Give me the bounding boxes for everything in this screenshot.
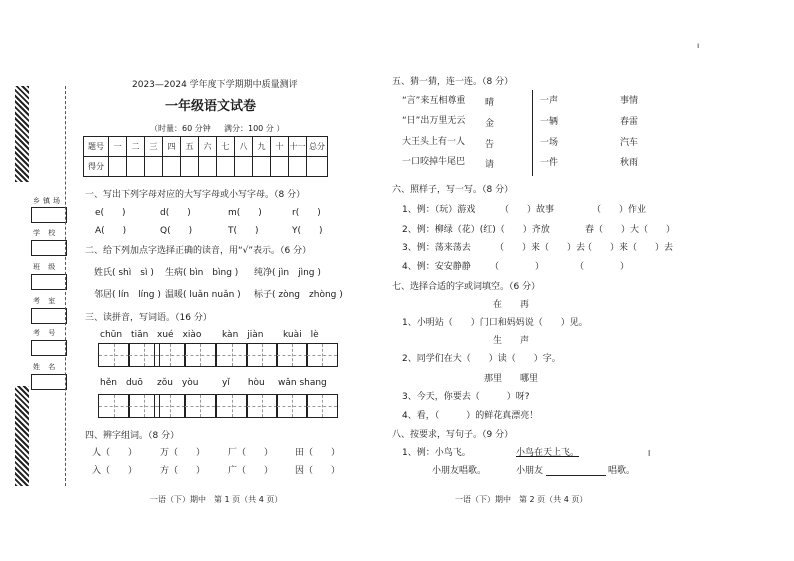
q7-title: 七、选择合适的字或词填空。（6 分） bbox=[392, 282, 541, 292]
score-cell: 十 bbox=[271, 137, 289, 157]
score-table-header-row bbox=[84, 137, 328, 157]
score-input-cell[interactable] bbox=[235, 157, 253, 177]
writing-box[interactable] bbox=[98, 394, 130, 418]
q2-item[interactable]: 邻居( lín líng ) bbox=[94, 290, 161, 300]
writing-box[interactable] bbox=[306, 343, 338, 367]
q5-riddle: “日”出万里无云 bbox=[402, 116, 466, 126]
q3-pinyin: hěn duō bbox=[100, 378, 143, 388]
writing-box[interactable] bbox=[306, 394, 338, 418]
q2-item[interactable]: 纯净( jìn jìng ) bbox=[254, 268, 321, 278]
footer-left: 一语（下）期中 第 1 页（共 4 页） bbox=[150, 495, 283, 504]
score-input-cell[interactable] bbox=[217, 157, 235, 177]
q6-blank[interactable]: （ ） bbox=[490, 262, 545, 272]
exam-number-field[interactable] bbox=[31, 340, 67, 356]
binding-stripe-top bbox=[15, 86, 29, 182]
school-field[interactable] bbox=[31, 240, 67, 256]
exam-main-title: 一年级语文试卷 bbox=[165, 99, 257, 114]
q6-blank[interactable]: （ ）来（ ）去 bbox=[495, 243, 586, 253]
q3-pinyin: kàn jiàn bbox=[222, 330, 264, 340]
q5-char[interactable]: 晴 bbox=[485, 98, 495, 108]
q4-item[interactable]: 人（ ） bbox=[92, 448, 138, 458]
q5-measure[interactable]: 一件 bbox=[540, 158, 559, 168]
q6-title: 六、照样子，写一写。（8 分） bbox=[392, 185, 514, 195]
score-cell: 十一 bbox=[289, 137, 307, 157]
q6-example: 4、例：安安静静 bbox=[402, 262, 471, 272]
q8-example-result: 小鸟在天上飞。 bbox=[516, 448, 580, 458]
q3-pinyin: kuài lè bbox=[283, 330, 319, 340]
score-input-cell[interactable] bbox=[145, 157, 163, 177]
q6-blank[interactable]: 春（ ）大（ ） bbox=[585, 225, 676, 235]
q7-sentence[interactable]: 2、同学们在大（ ）读（ ）字。 bbox=[402, 354, 561, 364]
cut-line bbox=[65, 86, 66, 486]
q5-noun[interactable]: 汽车 bbox=[620, 138, 639, 148]
score-input-cell[interactable] bbox=[253, 157, 271, 177]
q7-word-pair: 在 再 bbox=[493, 300, 530, 310]
score-row-label: 得分 bbox=[84, 157, 109, 177]
score-input-cell[interactable] bbox=[127, 157, 145, 177]
q4-item[interactable]: 田（ ） bbox=[295, 448, 341, 458]
q1-item[interactable]: A( ) bbox=[95, 226, 127, 236]
q1-item[interactable]: Y( ) bbox=[292, 226, 323, 236]
q8-title: 八、按要求，写句子。（9 分） bbox=[392, 430, 514, 440]
q5-title: 五、猜一猜，连一连。（8 分） bbox=[392, 77, 514, 87]
name-field[interactable] bbox=[31, 374, 67, 390]
score-input-cell[interactable] bbox=[307, 157, 328, 177]
q1-item[interactable]: Q( ) bbox=[160, 226, 193, 236]
q4-title: 四、辨字组词。（8 分） bbox=[85, 431, 180, 441]
q2-item[interactable]: 生病( bìn bìng ) bbox=[165, 268, 239, 278]
strip-label-town: 乡镇场 bbox=[33, 197, 63, 205]
q8-answer-end: 唱歌。 bbox=[608, 466, 636, 476]
q1-item[interactable]: T( ) bbox=[228, 226, 259, 236]
q5-riddle: 大王头上有一人 bbox=[402, 137, 466, 147]
score-table-score-row bbox=[84, 157, 328, 177]
q1-item[interactable]: e( ) bbox=[95, 208, 126, 218]
q5-noun[interactable]: 春雷 bbox=[620, 117, 639, 127]
q6-example: 3、例：荡来荡去 bbox=[402, 243, 471, 253]
score-cell: 题号 bbox=[84, 137, 109, 157]
score-cell: 总分 bbox=[307, 137, 328, 157]
footer-right: 一语（下）期中 第 2 页（共 4 页） bbox=[455, 495, 588, 504]
q3-pinyin: zǒu yòu bbox=[157, 378, 199, 388]
binding-stripe-bottom bbox=[15, 386, 29, 486]
score-input-cell[interactable] bbox=[109, 157, 127, 177]
score-input-cell[interactable] bbox=[181, 157, 199, 177]
score-cell: 一 bbox=[109, 137, 127, 157]
writing-box[interactable] bbox=[184, 394, 216, 418]
score-cell: 七 bbox=[217, 137, 235, 157]
q5-noun[interactable]: 事情 bbox=[620, 96, 639, 106]
right-margin-mark: l bbox=[648, 449, 651, 458]
writing-box[interactable] bbox=[216, 394, 248, 418]
q3-pinyin: chūn tiān bbox=[100, 330, 149, 340]
writing-box[interactable] bbox=[246, 343, 278, 367]
writing-box[interactable] bbox=[184, 343, 216, 367]
q3-title: 三、读拼音，写词语。（16 分） bbox=[85, 313, 212, 323]
q2-item[interactable]: 标子( zòng zhòng ) bbox=[254, 290, 343, 300]
q6-blank[interactable]: （ ）来（ ）去 bbox=[583, 243, 674, 253]
q8-task: 小朋友唱歌。 bbox=[432, 466, 487, 476]
q4-item[interactable]: 万（ ） bbox=[160, 448, 206, 458]
exam-term-title: 2023—2024 学年度下学期期中质量测评 bbox=[132, 80, 298, 90]
q2-item[interactable]: 姓氏( shì sì ) bbox=[94, 268, 154, 278]
q1-item[interactable]: m( ) bbox=[228, 208, 262, 218]
class-field[interactable] bbox=[31, 274, 67, 290]
q2-title: 二、给下列加点字选择正确的读音，用“√”表示。（6 分） bbox=[85, 246, 312, 256]
score-cell: 六 bbox=[199, 137, 217, 157]
q5-char[interactable]: 金 bbox=[485, 119, 495, 129]
score-cell: 三 bbox=[145, 137, 163, 157]
q5-noun[interactable]: 秋雨 bbox=[620, 158, 639, 168]
writing-box[interactable] bbox=[98, 343, 130, 367]
q7-word-pair: 那里 哪里 bbox=[484, 374, 539, 384]
q1-item[interactable]: d( ) bbox=[160, 208, 191, 218]
q1-title: 一、写出下列字母对应的大写字母或小写字母。（8 分） bbox=[85, 190, 306, 200]
writing-box[interactable] bbox=[154, 394, 186, 418]
time-info: （时量：60 分钟 bbox=[150, 124, 211, 133]
writing-box[interactable] bbox=[276, 343, 308, 367]
q5-char[interactable]: 告 bbox=[485, 140, 495, 150]
q4-item[interactable]: 方（ ） bbox=[160, 466, 206, 476]
score-cell: 四 bbox=[163, 137, 181, 157]
q6-blank[interactable]: （ ）故事 bbox=[500, 205, 555, 215]
score-cell: 八 bbox=[235, 137, 253, 157]
strip-label-name: 姓 名 bbox=[33, 363, 59, 371]
score-input-cell[interactable] bbox=[271, 157, 289, 177]
writing-box[interactable] bbox=[246, 394, 278, 418]
score-info: 满分：100 分 ） bbox=[224, 124, 285, 133]
q7-sentence[interactable]: 1、小明站（ ）门口和妈妈说（ ）见。 bbox=[402, 318, 588, 328]
binding-strip bbox=[11, 86, 68, 486]
q4-item[interactable]: 厂（ ） bbox=[228, 448, 274, 458]
q5-riddle: “言”来互相尊重 bbox=[402, 96, 466, 106]
room-field[interactable] bbox=[31, 308, 67, 324]
score-table bbox=[83, 136, 328, 177]
strip-label-number: 考 号 bbox=[33, 329, 59, 337]
writing-box[interactable] bbox=[154, 343, 186, 367]
q4-item[interactable]: 因（ ） bbox=[295, 466, 341, 476]
score-cell: 五 bbox=[181, 137, 199, 157]
strip-label-school: 学 校 bbox=[33, 229, 59, 237]
q5-measure[interactable]: 一辆 bbox=[540, 117, 559, 127]
q7-word-pair: 生 声 bbox=[493, 336, 530, 346]
q8-example: 1、例：小鸟飞。 bbox=[402, 448, 471, 458]
strip-label-class: 班 级 bbox=[33, 263, 59, 271]
q5-divider bbox=[532, 90, 533, 176]
writing-box[interactable] bbox=[216, 343, 248, 367]
q7-sentence[interactable]: 3、今天，你要去（ ）呀? bbox=[402, 392, 530, 402]
q4-item[interactable]: 广（ ） bbox=[228, 466, 274, 476]
q5-riddle: 一口咬掉牛尾巴 bbox=[402, 157, 466, 167]
q5-measure[interactable]: 一场 bbox=[540, 138, 559, 148]
q8-answer-line[interactable] bbox=[546, 475, 606, 476]
q6-example: 1、例：（玩）游戏 bbox=[402, 205, 476, 215]
score-cell: 九 bbox=[253, 137, 271, 157]
q8-answer-start: 小朋友 bbox=[516, 466, 544, 476]
q6-blank[interactable]: （ ）作业 bbox=[592, 205, 647, 215]
q5-char[interactable]: 请 bbox=[485, 160, 495, 170]
q1-item[interactable]: r( ) bbox=[292, 208, 321, 218]
q2-item[interactable]: 温暖( luǎn nuǎn ) bbox=[165, 290, 241, 300]
q3-pinyin: xué xiào bbox=[157, 330, 202, 340]
q4-item[interactable]: 入（ ） bbox=[92, 466, 138, 476]
strip-label-room: 考 室 bbox=[33, 297, 59, 305]
score-input-cell[interactable] bbox=[199, 157, 217, 177]
q3-pinyin: yǐ hòu bbox=[222, 378, 265, 388]
writing-box[interactable] bbox=[276, 394, 308, 418]
q3-pinyin: wǎn shang bbox=[278, 378, 327, 388]
score-input-cell[interactable] bbox=[163, 157, 181, 177]
page-corner-mark: ı bbox=[697, 41, 700, 50]
score-cell: 二 bbox=[127, 137, 145, 157]
score-input-cell[interactable] bbox=[289, 157, 307, 177]
q6-example[interactable]: 2、例：柳绿（花）(红)（ ）齐放 bbox=[402, 225, 550, 235]
q5-measure[interactable]: 一声 bbox=[540, 96, 559, 106]
q6-blank[interactable]: （ ） bbox=[575, 262, 630, 272]
q7-sentence[interactable]: 4、看，（ ）的鲜花真漂亮！ bbox=[402, 411, 539, 421]
town-field[interactable] bbox=[31, 207, 67, 223]
